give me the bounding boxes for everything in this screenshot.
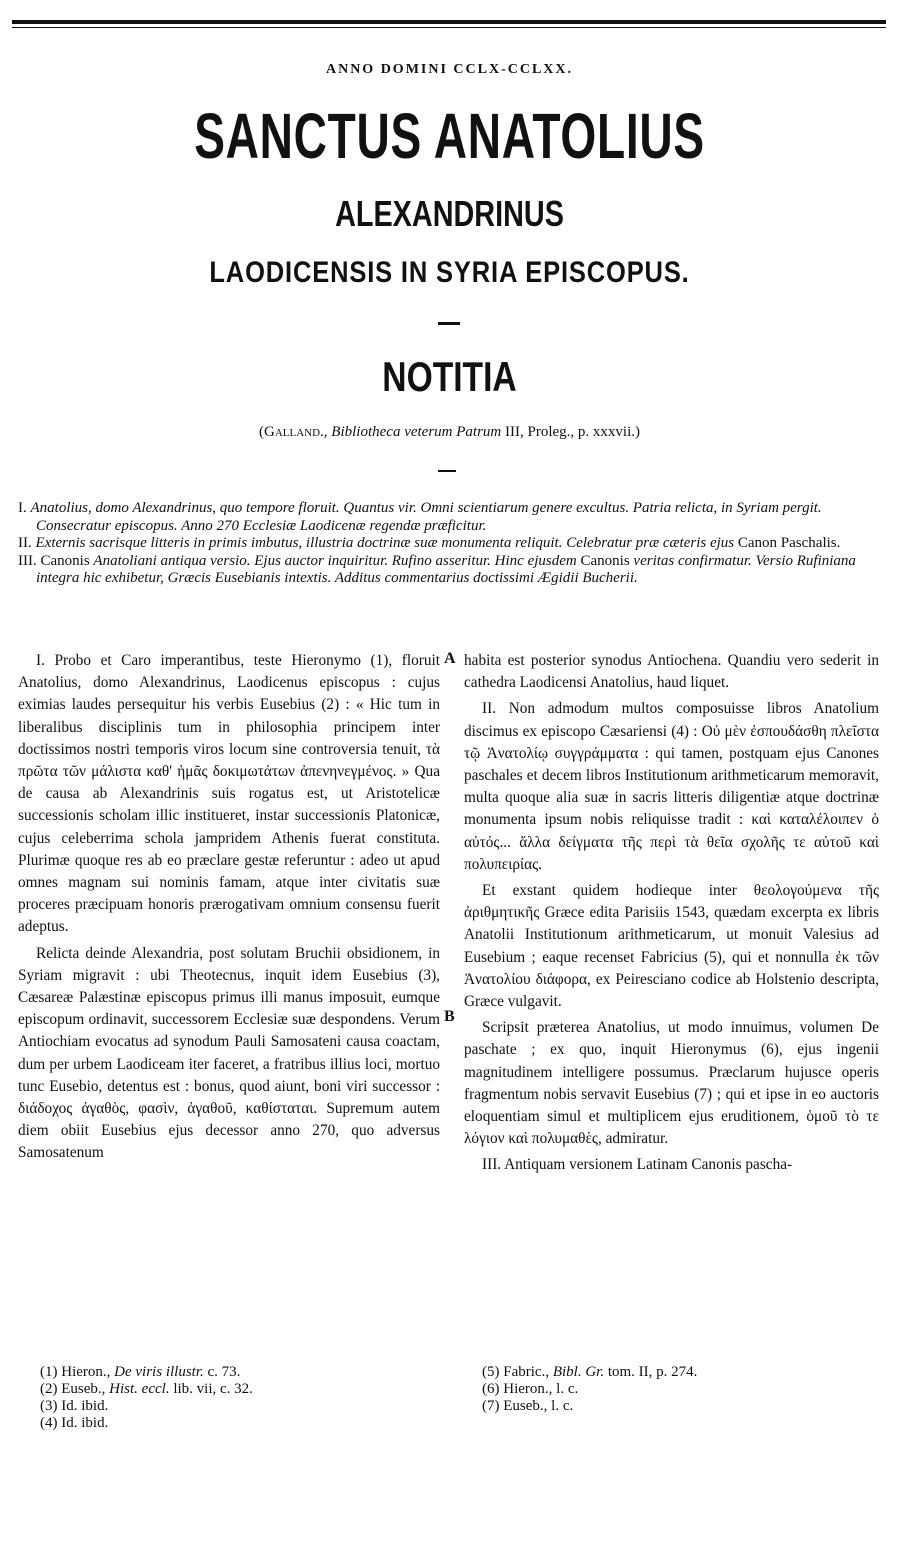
summary-item: I. Anatolius, domo Alexandrinus, quo tempore floruit. Quantus vir. Omni scientiarum genere excultus. Patria relicta, in Syriam pergit. Consecratur episcopus. Anno 270 Ecclesiæ Laodicenæ regendæ præficitur. — [18, 500, 822, 534]
subtitle: ALEXANDRINUS — [335, 193, 564, 234]
right-column — [464, 650, 879, 1177]
summary-item: II. Externis sacrisque litteris in primis imbutus, illustria doctrinæ suæ monumenta reliquit. Celebratur præ cæteris ejus Canon Paschalis. — [18, 535, 841, 551]
footnote: (6) Hieron., l. c. — [482, 1381, 579, 1397]
divider-dash-small — [438, 470, 456, 472]
footnotes-left — [40, 1364, 253, 1432]
source-author: Galland. — [264, 424, 324, 440]
footnote: (7) Euseb., l. c. — [482, 1398, 574, 1414]
summary — [18, 500, 880, 588]
paragraph: Relicta deinde Alexandria, post solutam Bruchii obsidionem, in Syriam migravit : ubi Theotecnus, inquit idem Eusebius (3), Cæsareæ Palæstinæ episcopus primus illi manus imposuit, eumque episcopum ordinavit, successorem Ecclesiæ suæ despondens. Verum Antiochiam evocatus ad synodum Pauli Samosateni causa coactam, dum per urbem Laodiceam iter faceret, a fratribus illius loci, mortuo tunc Eusebio, detentus est : bonus, quod aiunt, boni viri successor : διάδοχος ἀγαθὸς, φασὶν, ἀγαθοῦ, καθίσταται. Supremum autem diem obiit Eusebius ejus decessor anno 270, quo adversus Samosatenum — [18, 944, 440, 1162]
footnote: (1) Hieron., De viris illustr. c. 73. — [40, 1364, 241, 1380]
paragraph: II. Non admodum multos composuisse libros Anatolium discimus ex episcopo Cæsariensi (4) : Οὐ μὲν ἐσπουδάσθη πλεῖστα τῷ Ἀνατολίῳ συγγράμματα : qui tamen, postquam ejus Canones paschales et decem libros Institutionum arithmeticarum memoravit, multa quoque alia suæ in sacris litteris diligentiæ atque doctrinæ monumenta ipsum nobis reliquisse tradit : καὶ καταλέλοιπεν ὁ αὐτός... ἄλλα δείγματα τῆς περὶ τὰ θεῖα σχολῆς τε αὐτοῦ καὶ πολυπειρίας. — [464, 700, 879, 873]
paragraph: I. Probo et Caro imperantibus, teste Hieronymo (1), floruit Anatolius, domo Alexandrinus, Laodicenus episcopus : cujus eximias laudes persequitur his verbis Eusebius (2) : « Hic tum in liberalibus disciplinis tum in philosophia principem inter doctissimos nostri temporis viros locum sine controversia tenuit, τὰ πρῶτα τῶν μάλιστα καθ' ἡμᾶς δοκιμωτάτων ἀπενηνεγμένος. » Qua de causa ab Alexandrinis suis rogatus est, ut Aristotelicæ successionis scholam illic institueret, instar successionis Platonicæ, cujus celeberrima schola jampridem Athenis fuerat constituta. Plurimæ quoque res ab eo præclare gestæ referuntur : adeo ut apud omnes magnam sui nominis famam, atque inter civitatis suæ proceres præcipuam honoris prærogativam omnium consensu fuerit adeptus. — [18, 652, 440, 936]
paragraph: Et exstant quidem hodieque inter θεολογούμενα τῆς ἀριθμητικῆς Græce edita Parisiis 1543, quædam excerpta ex libris Anatolii Institutionum arithmeticarum, ut monuit Valesius ad Eusebium ; eaque recenset Fabricius (5), qui et nonnulla ἐκ τῶν Ἀνατολίου διάφορα, ex Peiresciano codice ab Holstenio descripta, Græce vulgavit. — [464, 882, 879, 1011]
top-rule-thin — [12, 27, 886, 28]
running-head: ANNO DOMINI CCLX-CCLXX. — [325, 62, 574, 77]
source-work: Bibliotheca veterum Patrum — [331, 424, 502, 440]
footnote: (4) Id. ibid. — [40, 1415, 109, 1431]
paragraph: III. Antiquam versionem Latinam Canonis pascha- — [482, 1156, 793, 1174]
paragraph: Scripsit præterea Anatolius, ut modo innuimus, volumen De paschate ; ex quo, inquit Hieronymus (6), ejus ingenii magnitudinem intelligere possumus. Præclarum hujusce operis fragmentum nobis servavit Eusebius (7) ; qui et ipse in eo auctoris eloquentiam simul et multiplicem ejus eruditionem, ὁμοῦ τὸ τε λόγιον καὶ πολυμαθὲς, admiratur. — [464, 1019, 879, 1148]
section-title: NOTITIA — [382, 353, 517, 400]
margin-marker-a: A — [444, 650, 456, 667]
left-column — [18, 650, 440, 1165]
subtitle-episcopus: LAODICENSIS IN SYRIA EPISCOPUS. — [209, 256, 690, 289]
paragraph: habita est posterior synodus Antiochena. Quandiu vero sederit in cathedra Laodicensi Anatolius, haud liquet. — [464, 652, 879, 692]
footnote: (3) Id. ibid. — [40, 1398, 109, 1414]
source-citation: (Galland., Bibliotheca veterum Patrum III, Proleg., p. xxxvii.) — [259, 424, 640, 440]
footnotes-right — [482, 1364, 697, 1415]
margin-marker-b: B — [444, 1008, 455, 1025]
footnote: (2) Euseb., Hist. eccl. lib. vii, c. 32. — [40, 1381, 253, 1397]
page-title: SANCTUS ANATOLIUS — [194, 100, 705, 172]
top-rule — [12, 20, 886, 24]
footnote: (5) Fabric., Bibl. Gr. tom. II, p. 274. — [482, 1364, 698, 1380]
summary-item: III. Canonis Anatoliani antiqua versio. Ejus auctor inquiritur. Rufino asseritur. Hinc ejusdem Canonis veritas confirmatur. Versio Rufiniana integra hic exhibetur, Græcis Eusebianis intextis. Additus commentarius doctissimi Ægidii Bucherii. — [18, 552, 856, 586]
divider-dash — [438, 322, 460, 325]
